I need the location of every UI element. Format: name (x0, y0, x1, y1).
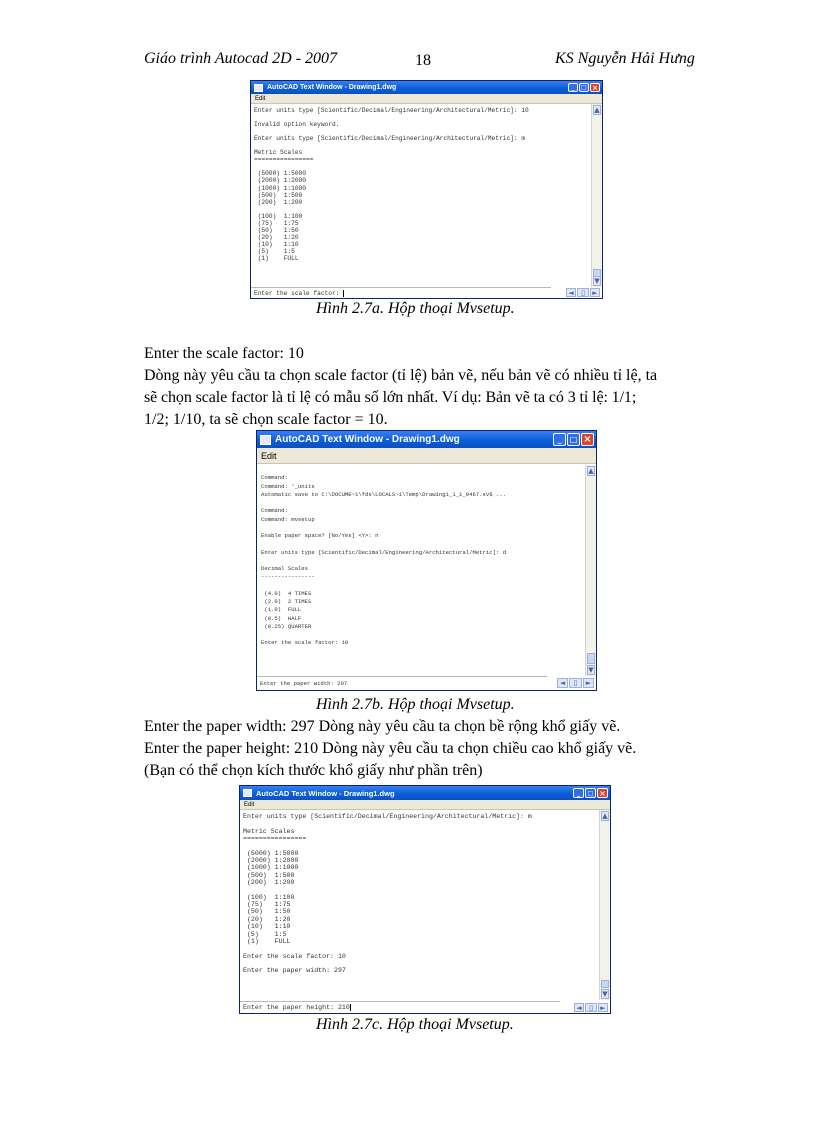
history-line (243, 820, 610, 827)
text-cursor (350, 1004, 351, 1011)
scroll-left-button[interactable]: ◄ (566, 288, 576, 297)
scroll-thumb[interactable] (587, 653, 595, 664)
horizontal-scrollbar[interactable] (557, 678, 594, 688)
para-line: Dòng này yêu cầu ta chọn scale factor (tỉ lệ) bản vẽ, nếu bản vẽ có nhiều tỉ lệ, ta (144, 367, 658, 384)
autocad-icon (243, 789, 252, 797)
minimize-button[interactable]: _ (553, 433, 566, 446)
scroll-right-button[interactable]: ► (598, 1003, 608, 1012)
history-line: (50) 1:50 (243, 908, 291, 916)
command-text: Enter the scale factor: (254, 289, 344, 297)
history-line (261, 648, 596, 656)
history-line: ================ (243, 835, 307, 843)
history-line (261, 557, 596, 565)
history-line: (1000) 1:1000 (243, 864, 299, 872)
history-line: Metric Scales (243, 827, 295, 835)
history-line: (100) 1:100 (254, 212, 303, 220)
horizontal-scrollbar[interactable] (566, 288, 600, 297)
history-line: (500) 1:500 (254, 191, 303, 199)
history-line: Command: mvsetup (261, 515, 315, 523)
history-line: (20) 1:20 (243, 915, 291, 923)
history-line: Enter units type [Scientific/Decimal/Engineering/Architectural/Metric]: d (261, 548, 507, 556)
history-line: (1000) 1:1000 (254, 184, 306, 192)
paragraph-paper-size (144, 716, 704, 782)
history-line: (2000) 1:2000 (243, 857, 299, 865)
command-line[interactable] (240, 1001, 560, 1013)
command-text: Enter the paper width: 297 (260, 680, 348, 687)
caption-figure-2-7b: Hình 2.7b. Hộp thoại Mvsetup. (316, 696, 515, 713)
para-line: sẽ chọn scale factor là tỉ lệ có mẫu số lớn nhất. Ví dụ: Bản vẽ ta có 3 tỉ lệ: 1/1; (144, 389, 637, 406)
vertical-scrollbar[interactable] (591, 104, 602, 287)
history-line: Invalid option keyword. (254, 121, 340, 129)
history-line: Command: (261, 474, 288, 482)
window-title: AutoCAD Text Window - Drawing1.dwg (256, 788, 395, 798)
para-line: Enter the paper height: 210 Dòng này yêu cầu ta chọn chiều cao khổ giấy vẽ. (144, 740, 637, 757)
history-line: Command: (261, 507, 288, 515)
history-line: (0.5) HALF (261, 614, 302, 622)
history-line (254, 128, 602, 135)
history-line: (1.0) FULL (261, 606, 302, 614)
window-title: AutoCAD Text Window - Drawing1.dwg (267, 84, 397, 91)
history-text (257, 464, 596, 679)
history-line: (50) 1:50 (254, 226, 299, 234)
menu-edit[interactable]: Edit (244, 801, 255, 808)
history-text (240, 810, 610, 1002)
history-line: (0.25) QUARTER (261, 622, 312, 630)
maximize-button[interactable]: □ (579, 83, 589, 92)
history-line: Enter units type [Scientific/Decimal/Engineering/Architectural/Metric]: m (254, 135, 526, 143)
para-line: Enter the scale factor: 10 (144, 345, 304, 362)
text-window-c (239, 785, 611, 1014)
history-line: (100) 1:100 (243, 893, 295, 901)
paragraph-scale-factor (144, 343, 704, 431)
horizontal-scrollbar[interactable] (574, 1003, 608, 1012)
autocad-icon (254, 84, 263, 92)
maximize-button[interactable]: □ (567, 433, 580, 446)
scroll-left-button[interactable]: ◄ (574, 1003, 584, 1012)
scroll-track-button[interactable]: ▯ (577, 288, 589, 297)
para-line: Enter the paper width: 297 Dòng này yêu cầu ta chọn bề rộng khổ giấy vẽ. (144, 718, 621, 735)
para-line: (Bạn có thể chọn kích thước khổ giấy như phần trên) (144, 762, 483, 779)
scroll-down-button[interactable]: ▼ (594, 277, 600, 285)
history-line: Enter units type [Scientific/Decimal/Engineering/Architectural/Metric]: m (243, 813, 532, 820)
history-line (254, 206, 602, 213)
vertical-scrollbar[interactable] (585, 465, 596, 676)
history-line: ================ (254, 156, 314, 164)
scroll-down-button[interactable]: ▼ (588, 666, 594, 674)
scroll-up-button[interactable]: ▲ (602, 812, 608, 820)
history-line: Command: '_units (261, 482, 315, 490)
history-line: ---------------- (261, 573, 315, 581)
history-line (243, 945, 610, 952)
history-line: Enter units type [Scientific/Decimal/Engineering/Architectural/Metric]: 10 (254, 107, 529, 114)
history-line (261, 524, 596, 532)
minimize-button[interactable]: _ (573, 788, 584, 798)
window-titlebar[interactable] (251, 81, 602, 94)
maximize-button[interactable]: □ (585, 788, 596, 798)
history-line: (200) 1:200 (243, 879, 295, 887)
window-title: AutoCAD Text Window - Drawing1.dwg (275, 434, 460, 445)
history-line (254, 114, 602, 121)
text-window-b (256, 430, 597, 691)
history-line (254, 163, 602, 170)
history-line: (500) 1:500 (243, 871, 295, 879)
para-line: 1/2; 1/10, ta sẽ chọn scale factor = 10. (144, 411, 388, 428)
history-line: (4.0) 4 TIMES (261, 589, 312, 597)
command-line[interactable] (251, 287, 551, 298)
history-line: (1) FULL (254, 254, 299, 262)
history-line: (5) 1:5 (243, 930, 287, 938)
scroll-thumb[interactable] (601, 980, 609, 988)
history-line: (20) 1:20 (254, 233, 299, 241)
close-button[interactable]: × (581, 433, 594, 446)
vertical-scrollbar[interactable] (599, 810, 610, 1000)
history-line (261, 466, 596, 474)
history-line: Enter the scale factor: 10 (243, 952, 346, 960)
history-line (243, 960, 610, 967)
menu-edit[interactable]: Edit (255, 95, 266, 102)
history-line: Decimal Scales (261, 565, 308, 572)
scroll-track-button[interactable]: ▯ (569, 678, 582, 688)
window-titlebar[interactable] (257, 431, 596, 448)
history-line: (5000) 1:5000 (254, 170, 306, 178)
history-line: Automatic save to C:\DOCUME~1\fds\LOCALS~1\Temp\Drawing1_1_1_0467.sv$ ... (261, 490, 507, 498)
close-button[interactable]: × (590, 83, 600, 92)
command-line[interactable] (257, 676, 547, 690)
page-number: 18 (415, 52, 431, 69)
header-title: Giáo trình Autocad 2D - 2007 (144, 50, 338, 67)
history-line: Enter the scale factor: 10 (261, 639, 349, 647)
menu-bar (251, 94, 602, 104)
menu-edit[interactable]: Edit (261, 450, 277, 461)
history-line: (5) 1:5 (254, 247, 295, 255)
history-line (261, 582, 596, 590)
caption-figure-2-7a: Hình 2.7a. Hộp thoại Mvsetup. (316, 300, 515, 317)
text-cursor (343, 290, 344, 297)
history-line: (10) 1:10 (254, 240, 299, 248)
scroll-right-button[interactable]: ► (590, 288, 600, 297)
history-line: (1) FULL (243, 937, 291, 945)
scroll-track-button[interactable]: ▯ (585, 1003, 597, 1012)
menu-bar (257, 448, 596, 464)
history-line: (75) 1:75 (254, 219, 299, 227)
caption-figure-2-7c: Hình 2.7c. Hộp thoại Mvsetup. (316, 1016, 514, 1033)
history-line: (2.0) 2 TIMES (261, 598, 312, 605)
history-line: Enter the paper width: 297 (243, 967, 346, 975)
history-line: (10) 1:10 (243, 923, 291, 931)
history-line (243, 886, 610, 893)
menu-bar (240, 800, 610, 810)
header-author: KS Nguyễn Hải Hưng (555, 50, 695, 67)
window-titlebar[interactable] (240, 786, 610, 800)
history-line (261, 499, 596, 507)
history-line: Enable paper space? [No/Yes] <Y>: n (261, 532, 379, 539)
history-line: (5000) 1:5000 (243, 849, 299, 857)
history-text (251, 104, 602, 289)
scroll-right-button[interactable]: ► (583, 678, 594, 688)
history-line: (200) 1:200 (254, 198, 303, 206)
history-line: (75) 1:75 (243, 901, 291, 909)
text-window-a (250, 80, 603, 299)
history-line: (2000) 1:2000 (254, 177, 306, 185)
history-line (261, 631, 596, 639)
history-line (254, 142, 602, 149)
history-line: Metric Scales (254, 149, 303, 157)
command-text: Enter the paper height: 210 (243, 1004, 350, 1011)
autocad-icon (260, 435, 271, 445)
minimize-button[interactable]: _ (568, 83, 578, 92)
scroll-up-button[interactable]: ▲ (588, 467, 594, 475)
scroll-up-button[interactable]: ▲ (594, 106, 600, 114)
scroll-left-button[interactable]: ◄ (557, 678, 568, 688)
history-line (243, 842, 610, 849)
history-line (261, 540, 596, 548)
scroll-down-button[interactable]: ▼ (602, 990, 608, 998)
close-button[interactable]: × (597, 788, 608, 798)
